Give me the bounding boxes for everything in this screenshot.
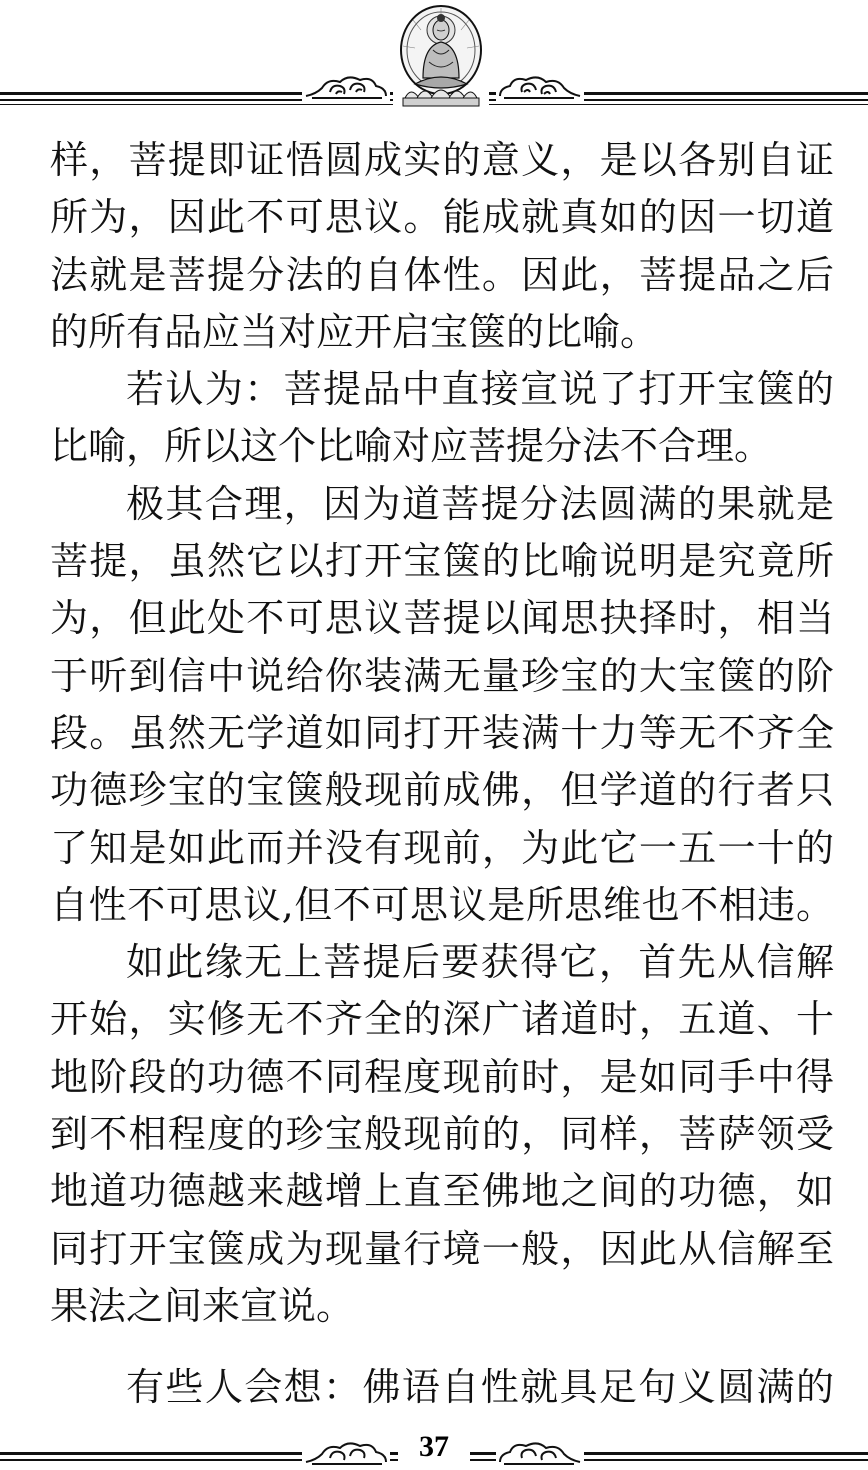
text-line: 地阶段的功德不同程度现前时，是如同手中得 (50, 1054, 834, 1099)
text-line: 所为，因此不可思议。能成就真如的因一切道 (50, 195, 834, 240)
text-line: 功德珍宝的宝箧般现前成佛，但学道的行者只 (50, 768, 834, 813)
text-line: 有些人会想：佛语自性就具足句义圆满的 (126, 1365, 834, 1410)
text-line: 样，菩提即证悟圆成实的意义，是以各别自证 (50, 138, 834, 182)
text-line: 的所有品应当对应开启宝箧的比喻。 (50, 309, 659, 354)
page-footer (0, 1430, 868, 1470)
text-line: 果法之间来宣说。 (50, 1283, 355, 1328)
text-line: 到不相程度的珍宝般现前的，同样，菩萨领受 (50, 1112, 834, 1157)
text-line: 开始，实修无不齐全的深广诸道时，五道、十 (50, 997, 834, 1042)
cloud-ornament-icon (496, 72, 584, 102)
buddha-image (393, 2, 489, 110)
text-line: 菩提，虽然它以打开宝箧的比喻说明是究竟所 (50, 539, 834, 584)
text-line: 为，但此处不可思议菩提以闻思抉择时，相当 (50, 596, 834, 641)
text-line: 比喻，所以这个比喻对应菩提分法不合理。 (50, 424, 773, 469)
text-line: 自性不可思议,但不可思议是所思维也不相违。 (50, 882, 834, 927)
text-line: 了知是如此而并没有现前，为此它一五一十的 (50, 825, 834, 870)
text-line: 地道功德越来越增上直至佛地之间的功德，如 (50, 1169, 834, 1214)
page-header (0, 0, 868, 112)
page-number: 37 (398, 1430, 470, 1470)
cloud-ornament-icon (302, 72, 390, 102)
text-line: 法就是菩提分法的自体性。因此，菩提品之后 (50, 252, 834, 297)
text-line: 段。虽然无学道如同打开装满十力等无不齐全 (50, 710, 834, 755)
text-line: 如此缘无上菩提后要获得它，首先从信解 (126, 940, 834, 985)
text-line: 同打开宝箧成为现量行境一般，因此从信解至 (50, 1226, 834, 1271)
text-line: 极其合理，因为道菩提分法圆满的果就是 (126, 481, 834, 526)
text-line: 于听到信中说给你装满无量珍宝的大宝箧的阶 (50, 653, 834, 698)
paragraph (50, 934, 834, 1335)
cloud-ornament-icon (496, 1438, 584, 1468)
paragraph (50, 476, 834, 934)
page-body (50, 132, 834, 1417)
text-line: 若认为：菩提品中直接宣说了打开宝箧的 (126, 367, 834, 412)
paragraph (50, 132, 834, 361)
paragraph (50, 1359, 834, 1416)
paragraph (50, 361, 834, 476)
cloud-ornament-icon (302, 1438, 390, 1468)
